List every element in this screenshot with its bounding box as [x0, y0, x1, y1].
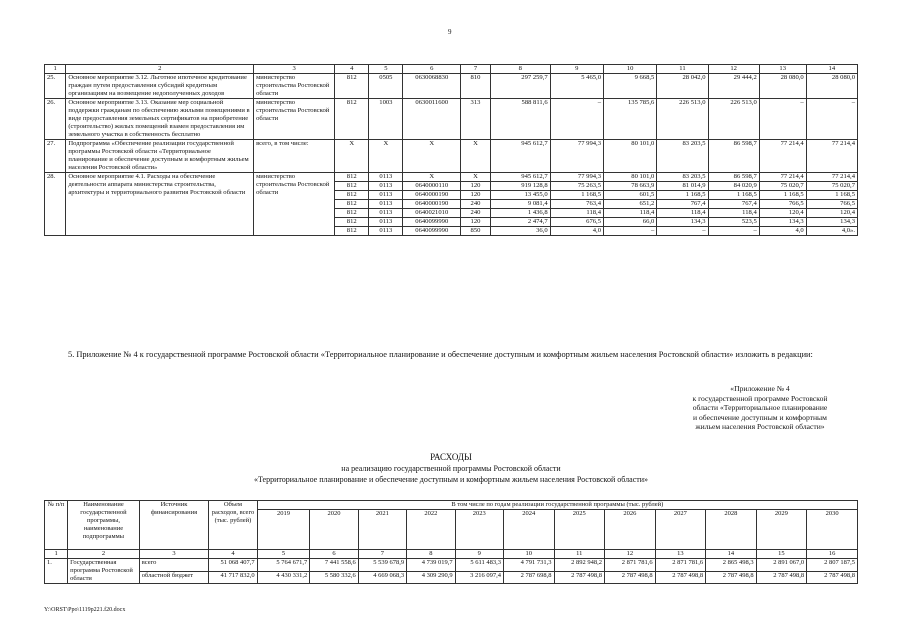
table-cell: 0640021010: [403, 209, 461, 218]
program-expenses-table: [44, 500, 858, 584]
column-number: 11: [657, 65, 708, 74]
table-cell: 1 168,5: [550, 191, 603, 200]
amount-cell: 7 441 558,6: [310, 559, 358, 572]
table-cell: 77 214,4: [759, 173, 806, 182]
table-cell: 75 263,5: [550, 182, 603, 191]
table-cell: –: [657, 227, 708, 236]
table-cell: 676,5: [550, 218, 603, 227]
year-header: 2029: [756, 510, 807, 550]
table-cell: 1 168,5: [806, 191, 857, 200]
column-number: 9: [550, 65, 603, 74]
amount-cell: 3 216 097,4: [455, 571, 503, 584]
table-cell: 83 203,5: [657, 173, 708, 182]
column-number: 16: [807, 550, 858, 559]
amount-cell: 2 787 498,8: [605, 571, 656, 584]
table-cell: 767,4: [657, 200, 708, 209]
measure-name: Основное мероприятие 3.12. Льготное ипотечное кредитование граждан путем предоставления субсидий кредитным организациям на возмещение недополученных доходов: [66, 74, 254, 99]
column-number: 4: [209, 550, 257, 559]
table-cell: X: [369, 140, 403, 173]
year-header: 2023: [455, 510, 503, 550]
row-number: 27.: [45, 140, 66, 173]
table-cell: 120: [461, 218, 491, 227]
year-header: 2025: [554, 510, 605, 550]
table-cell: 0113: [369, 173, 403, 182]
row-number: 1.: [45, 559, 68, 584]
amount-cell: 51 068 407,7: [209, 559, 257, 572]
table-cell: 77 994,3: [550, 173, 603, 182]
table-cell: X: [403, 140, 461, 173]
table-cell: 0630068830: [403, 74, 461, 99]
column-number: 11: [554, 550, 605, 559]
document-subtitle-1: на реализацию государственной программы Ростовской области: [341, 464, 561, 473]
appendix-heading: [660, 384, 860, 432]
table-cell: 80 101,0: [604, 140, 657, 173]
table-cell: 0113: [369, 191, 403, 200]
column-number: 1: [45, 65, 66, 74]
table-cell: 767,4: [708, 200, 759, 209]
measure-name: Основное мероприятие 3.13. Оказание мер социальной поддержки гражданам по обеспечению жилыми помещениями в виде предоставления земельных сертификатов на приобретение (строительство) жилых помещений взамен предоставления им земельного участка в собственность бесплатно: [66, 99, 254, 140]
table-cell: 812: [335, 227, 369, 236]
table-cell: 945 612,7: [490, 140, 550, 173]
column-number: 12: [708, 65, 759, 74]
row-number: 28.: [45, 173, 66, 236]
amount-cell: 2 865 498,3: [706, 559, 757, 572]
expenses-detail-table: [44, 64, 858, 236]
header-name: Наименование государственной программы, наименование подпрограммы: [68, 501, 140, 550]
header-source: Источник финансирования: [139, 501, 208, 550]
table-cell: 36,0: [490, 227, 550, 236]
amount-cell: 4 791 731,3: [503, 559, 554, 572]
table-cell: 134,3: [759, 218, 806, 227]
table-cell: 313: [461, 99, 491, 140]
table-cell: 1 168,5: [708, 191, 759, 200]
table-cell: 78 663,9: [604, 182, 657, 191]
table-cell: 766,5: [759, 200, 806, 209]
table-cell: 0505: [369, 74, 403, 99]
row-number: 26.: [45, 99, 66, 140]
document-subtitle-2: «Территориальное планирование и обеспечение доступным и комфортным жильем населения Ростовской области»: [253, 475, 649, 484]
document-title: РАСХОДЫ: [430, 452, 472, 462]
table-cell: –: [708, 227, 759, 236]
table-cell: 0630011600: [403, 99, 461, 140]
table-cell: 120: [461, 182, 491, 191]
table-cell: 588 811,6: [490, 99, 550, 140]
table-cell: 75 020,7: [806, 182, 857, 191]
table-cell: 86 598,7: [708, 140, 759, 173]
year-header: 2019: [257, 510, 310, 550]
table-cell: –: [550, 99, 603, 140]
appendix-line: жильем населения Ростовской области»: [695, 422, 825, 432]
table-cell: 0640099990: [403, 218, 461, 227]
column-number: 13: [759, 65, 806, 74]
table-cell: 5 465,0: [550, 74, 603, 99]
column-number: 6: [310, 550, 358, 559]
table-cell: 28 080,0: [806, 74, 857, 99]
column-number: 5: [257, 550, 310, 559]
table-cell: 66,0: [604, 218, 657, 227]
table-cell: 2 474,7: [490, 218, 550, 227]
table-cell: 80 101,0: [604, 173, 657, 182]
row-number: 25.: [45, 74, 66, 99]
table-cell: 134,3: [806, 218, 857, 227]
table-cell: 0640000190: [403, 191, 461, 200]
column-number: 12: [605, 550, 656, 559]
column-number: 2: [66, 65, 254, 74]
table-cell: 812: [335, 182, 369, 191]
table-cell: X: [335, 140, 369, 173]
table-cell: 810: [461, 74, 491, 99]
table-cell: 77 214,4: [759, 140, 806, 173]
column-number: 5: [369, 65, 403, 74]
table-row: [45, 140, 858, 173]
table-cell: 77 994,3: [550, 140, 603, 173]
amount-cell: 2 871 781,6: [605, 559, 656, 572]
year-header: 2021: [358, 510, 406, 550]
table-cell: 120,4: [759, 209, 806, 218]
table-cell: 77 214,4: [806, 173, 857, 182]
table-cell: 297 259,7: [490, 74, 550, 99]
amount-cell: 4 430 331,2: [257, 571, 310, 584]
table-cell: 0113: [369, 218, 403, 227]
table-cell: 812: [335, 74, 369, 99]
table-cell: 240: [461, 200, 491, 209]
table-cell: 134,3: [657, 218, 708, 227]
table-cell: X: [461, 173, 491, 182]
table-cell: 0640000190: [403, 200, 461, 209]
table-cell: 226 513,0: [708, 99, 759, 140]
amount-cell: 4 309 290,9: [407, 571, 455, 584]
amount-cell: 4 669 068,3: [358, 571, 406, 584]
amount-cell: 2 787 498,8: [807, 571, 858, 584]
amount-cell: 2 807 187,5: [807, 559, 858, 572]
executor: министерство строительства Ростовской области: [254, 74, 335, 99]
table-row: [45, 99, 858, 140]
table-cell: 1003: [369, 99, 403, 140]
table-cell: 75 020,7: [759, 182, 806, 191]
year-header: 2020: [310, 510, 358, 550]
measure-name: Основное мероприятие 4.1. Расходы на обеспечение деятельности аппарата министерства строительства, архитектуры и территориального развития Ростовской области: [66, 173, 254, 236]
table-cell: 0113: [369, 182, 403, 191]
table-cell: 226 513,0: [657, 99, 708, 140]
amount-cell: 2 787 498,8: [756, 571, 807, 584]
table-cell: 850: [461, 227, 491, 236]
table-cell: 240: [461, 209, 491, 218]
column-number: 3: [139, 550, 208, 559]
executor: министерство строительства Ростовской области: [254, 99, 335, 140]
appendix-line: к государственной программе Ростовской: [692, 393, 828, 403]
table-cell: 9 668,5: [604, 74, 657, 99]
amount-cell: 5 539 678,9: [358, 559, 406, 572]
table-cell: 945 612,7: [490, 173, 550, 182]
amount-cell: 5 611 483,3: [455, 559, 503, 572]
amount-cell: 2 787 498,8: [655, 571, 706, 584]
year-header: 2022: [407, 510, 455, 550]
table-cell: X: [461, 140, 491, 173]
table-cell: 0113: [369, 209, 403, 218]
appendix-line: области «Территориальное планирование: [692, 403, 828, 413]
column-number: 10: [604, 65, 657, 74]
column-number: 14: [706, 550, 757, 559]
amount-cell: 5 580 332,6: [310, 571, 358, 584]
row-program-name: Государственная программа Ростовской области: [68, 559, 140, 584]
amount-cell: 2 787 498,8: [554, 571, 605, 584]
table-cell: 1 168,5: [759, 191, 806, 200]
funding-source: всего: [139, 559, 208, 572]
table-cell: 812: [335, 99, 369, 140]
table-cell: 919 128,8: [490, 182, 550, 191]
table-cell: 0113: [369, 227, 403, 236]
table-cell: 28 042,0: [657, 74, 708, 99]
appendix-line: «Приложение № 4: [730, 384, 790, 393]
column-number: 7: [461, 65, 491, 74]
header-years-group: В том числе по годам реализации государственной программы (тыс. рублей): [257, 501, 857, 510]
column-number: 8: [490, 65, 550, 74]
paragraph-5: 5. Приложение № 4 к государственной программе Ростовской области «Территориальное планирование и обеспечение доступным и комфортным жильем населения Ростовской области» изложить в редакции:: [68, 350, 813, 359]
column-number: 9: [455, 550, 503, 559]
table-cell: 1 168,5: [657, 191, 708, 200]
header-total: Объем расходов, всего (тыс. рублей): [209, 501, 257, 550]
column-number: 15: [756, 550, 807, 559]
amount-cell: 2 787 698,8: [503, 571, 554, 584]
table-cell: 29 444,2: [708, 74, 759, 99]
file-path-footer: Y:\ORST\Ppo\1119p221.f20.docx: [44, 607, 126, 613]
table-cell: 766,5: [806, 200, 857, 209]
table-row: [45, 173, 858, 182]
column-number: 1: [45, 550, 68, 559]
year-header: 2027: [655, 510, 706, 550]
table-cell: 651,2: [604, 200, 657, 209]
table-cell: 13 455,0: [490, 191, 550, 200]
table-cell: 1 436,8: [490, 209, 550, 218]
page-number: 9: [448, 28, 452, 36]
amount-cell: 2 891 067,0: [756, 559, 807, 572]
appendix-line: и обеспечение доступным и комфортным: [693, 412, 827, 422]
year-header: 2028: [706, 510, 757, 550]
table-cell: –: [806, 99, 857, 140]
table-cell: 812: [335, 173, 369, 182]
table-cell: 0640000110: [403, 182, 461, 191]
column-number: 3: [254, 65, 335, 74]
table-cell: 120: [461, 191, 491, 200]
amount-cell: 41 717 832,0: [209, 571, 257, 584]
column-number: 8: [407, 550, 455, 559]
table-cell: 4,0: [759, 227, 806, 236]
table-cell: 118,4: [708, 209, 759, 218]
executor: всего, в том числе:: [254, 140, 335, 173]
header-num: № п/п: [45, 501, 68, 550]
table-cell: 81 014,9: [657, 182, 708, 191]
year-header: 2024: [503, 510, 554, 550]
amount-cell: 4 739 019,7: [407, 559, 455, 572]
amount-cell: 2 787 498,8: [706, 571, 757, 584]
column-number: 2: [68, 550, 140, 559]
table-cell: 118,4: [657, 209, 708, 218]
column-number: 4: [335, 65, 369, 74]
table-cell: 86 598,7: [708, 173, 759, 182]
executor: министерство строительства Ростовской области: [254, 173, 335, 236]
table-cell: 118,4: [550, 209, 603, 218]
column-number: 13: [655, 550, 706, 559]
table-cell: 77 214,4: [806, 140, 857, 173]
table-cell: 0640099990: [403, 227, 461, 236]
table-cell: 812: [335, 200, 369, 209]
column-number: 7: [358, 550, 406, 559]
table-cell: 601,5: [604, 191, 657, 200]
amount-cell: 2 871 781,6: [655, 559, 706, 572]
table-cell: 118,4: [604, 209, 657, 218]
table-cell: 812: [335, 218, 369, 227]
column-number: 6: [403, 65, 461, 74]
year-header: 2030: [807, 510, 858, 550]
table-cell: 120,4: [806, 209, 857, 218]
table-cell: 4,0».: [806, 227, 857, 236]
table-cell: 4,0: [550, 227, 603, 236]
table-cell: 9 081,4: [490, 200, 550, 209]
table-cell: 812: [335, 209, 369, 218]
column-number: 10: [503, 550, 554, 559]
table-row: [45, 74, 858, 99]
table-cell: 812: [335, 191, 369, 200]
table-cell: 135 785,6: [604, 99, 657, 140]
amount-cell: 2 892 948,2: [554, 559, 605, 572]
column-number: 14: [806, 65, 857, 74]
measure-name: Подпрограмма «Обеспечение реализации государственной программы Ростовской области «Территориальное планирование и обеспечение доступным и комфортным жильем населения Ростовской области»: [66, 140, 254, 173]
year-header: 2026: [605, 510, 656, 550]
table-cell: 763,4: [550, 200, 603, 209]
amount-cell: 5 764 671,7: [257, 559, 310, 572]
table-cell: X: [403, 173, 461, 182]
table-cell: 0113: [369, 200, 403, 209]
table-cell: 84 020,9: [708, 182, 759, 191]
table-cell: 523,5: [708, 218, 759, 227]
table-cell: 28 080,0: [759, 74, 806, 99]
table-cell: –: [759, 99, 806, 140]
table-cell: 83 203,5: [657, 140, 708, 173]
table-cell: –: [604, 227, 657, 236]
funding-source: областной бюджет: [139, 571, 208, 584]
